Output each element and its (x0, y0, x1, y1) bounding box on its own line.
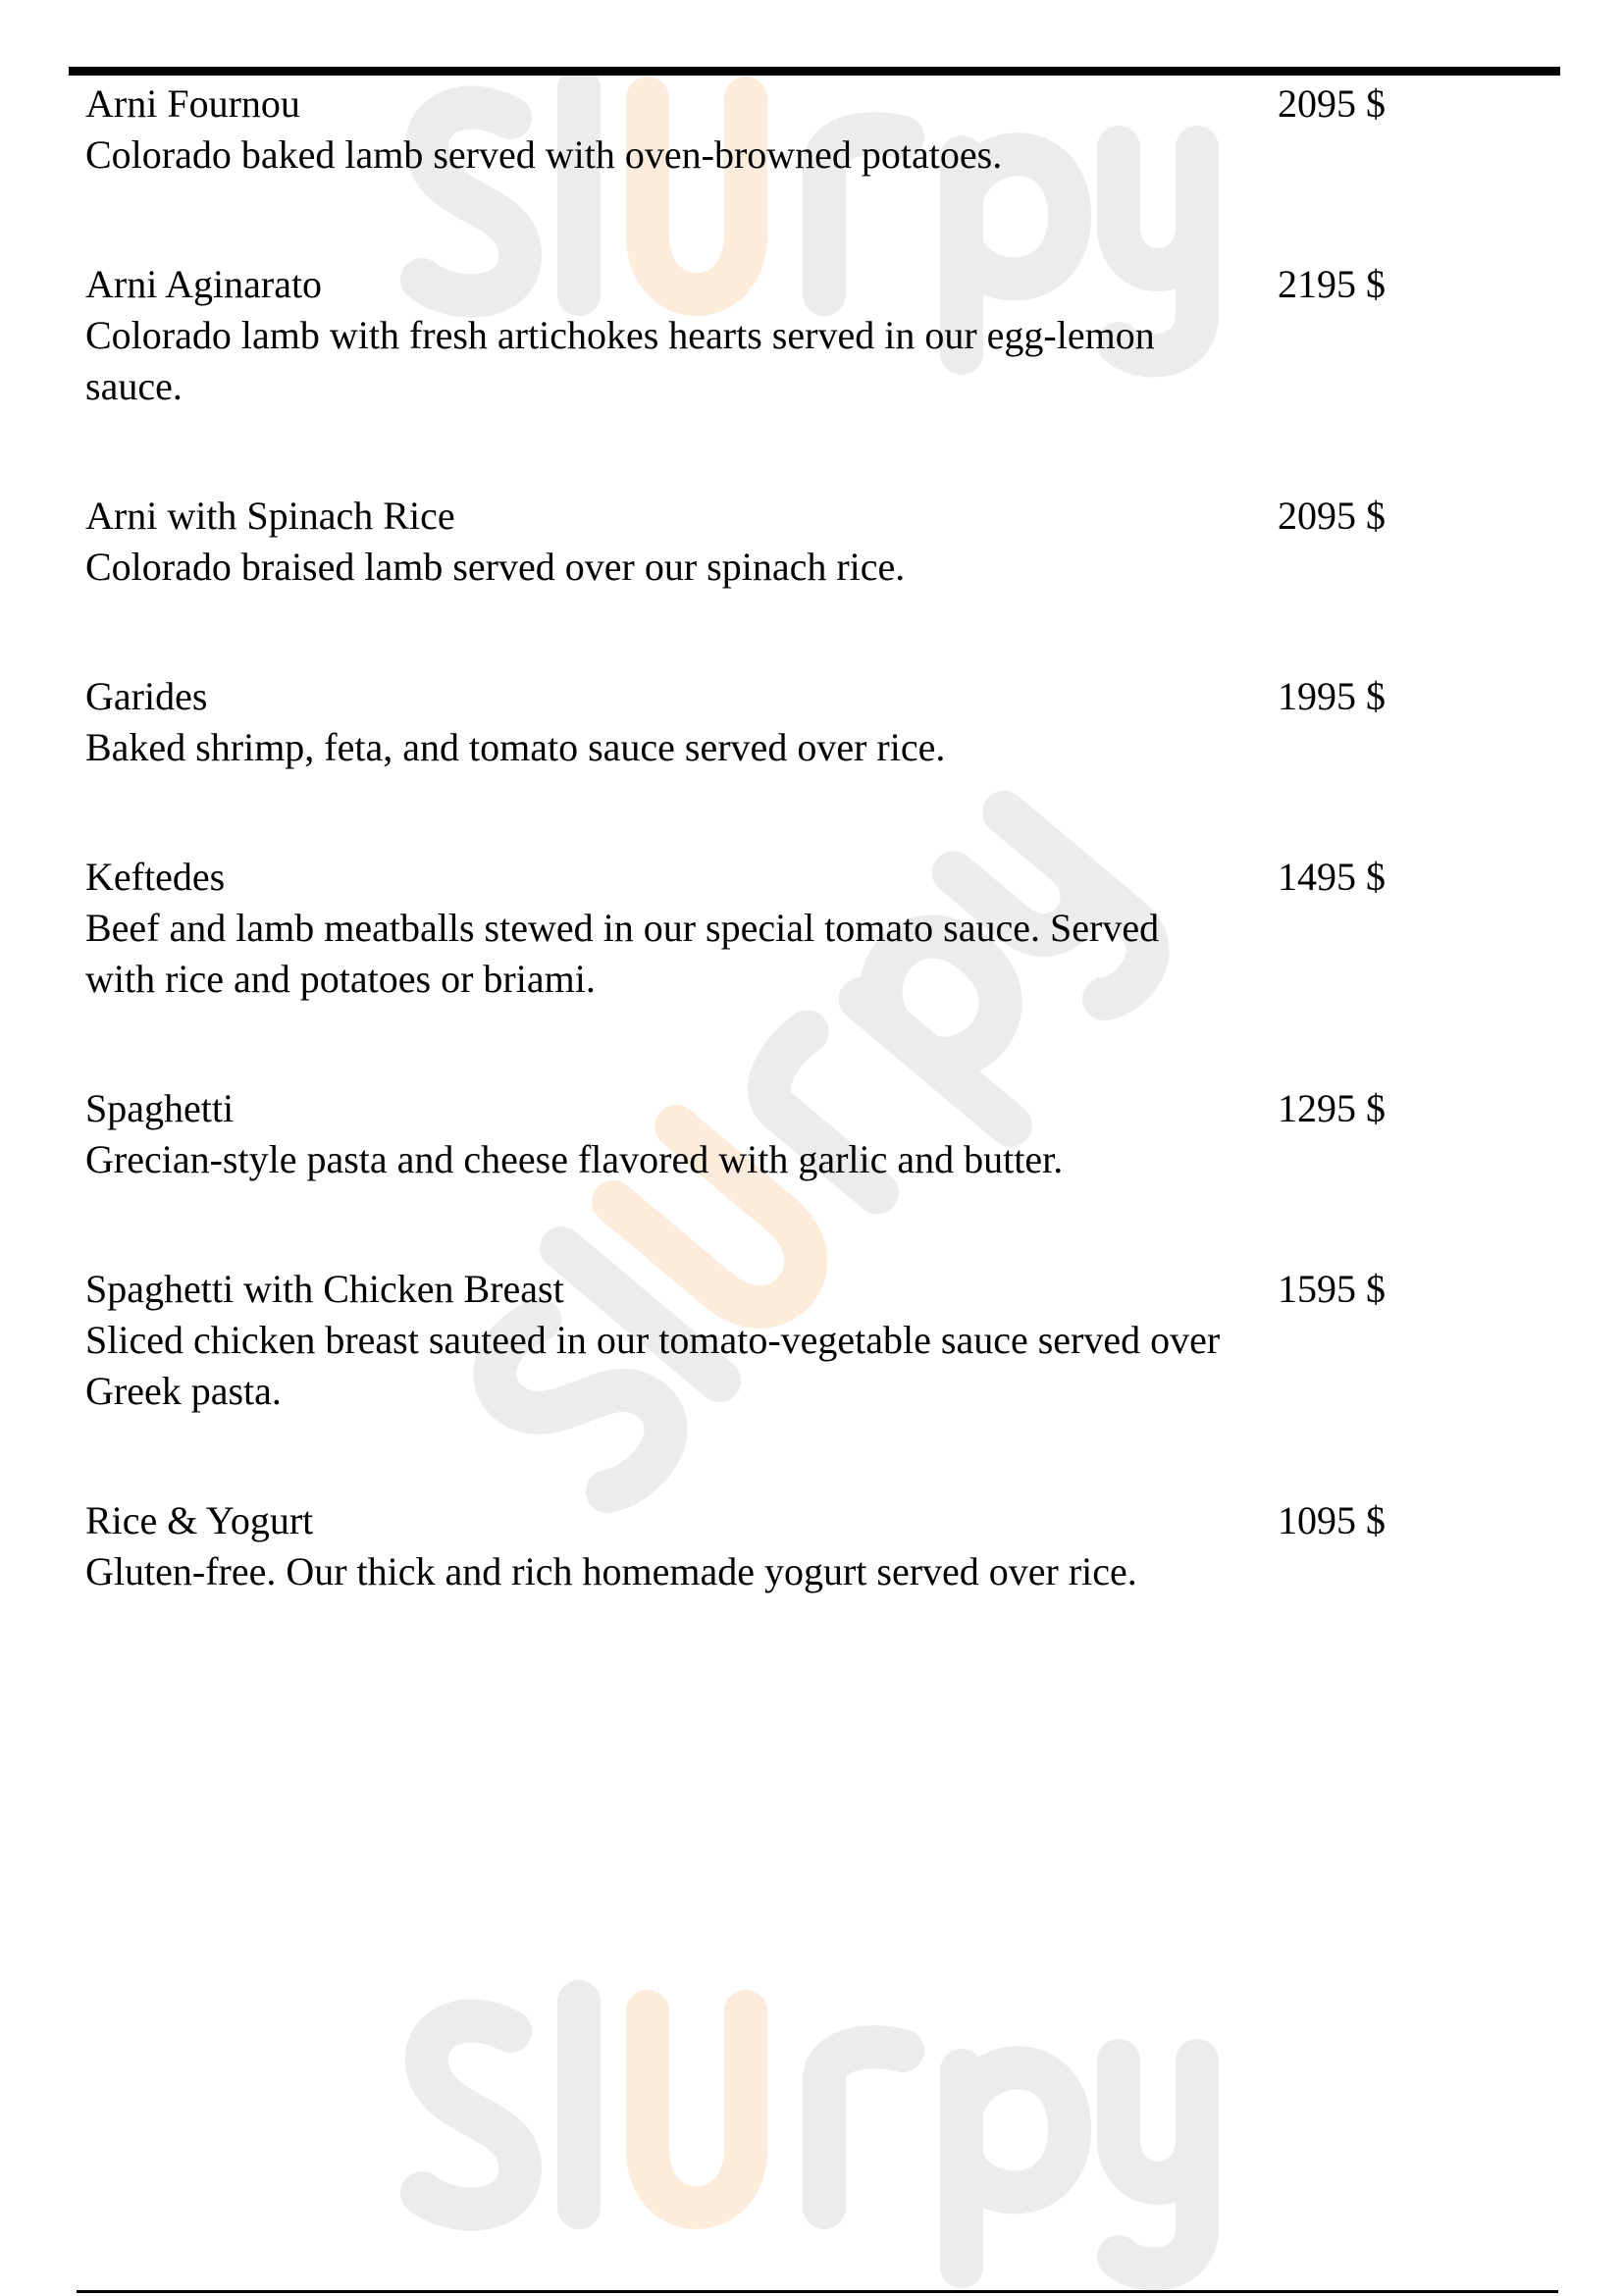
menu-item (85, 259, 1557, 412)
menu-item (85, 491, 1557, 593)
item-description: Baked shrimp, feta, and tomato sauce served over rice. (85, 725, 946, 769)
item-name: Arni Aginarato (85, 262, 323, 306)
item-name: Arni Fournou (85, 81, 300, 126)
item-price: 1495 $ (1278, 855, 1386, 899)
item-price: 2095 $ (1278, 81, 1386, 126)
item-description: Gluten-free. Our thick and rich homemade yogurt served over rice. (85, 1549, 1137, 1593)
item-price: 1095 $ (1278, 1498, 1386, 1542)
menu-item (85, 1495, 1557, 1597)
item-name: Spaghetti with Chicken Breast (85, 1267, 564, 1311)
top-rule (69, 67, 1560, 76)
item-description: Colorado braised lamb served over our spinach rice. (85, 545, 906, 589)
item-name: Keftedes (85, 855, 226, 899)
item-price: 2095 $ (1278, 494, 1386, 538)
menu-item (85, 1083, 1557, 1185)
menu-item (85, 852, 1557, 1005)
item-price: 1595 $ (1278, 1267, 1386, 1311)
item-price: 1295 $ (1278, 1086, 1386, 1130)
menu-list (85, 78, 1557, 1676)
item-name: Arni with Spinach Rice (85, 494, 455, 538)
item-name: Garides (85, 674, 208, 718)
menu-item (85, 1264, 1557, 1417)
item-name: Spaghetti (85, 1086, 235, 1130)
bottom-rule (77, 2290, 1558, 2293)
menu-item (85, 78, 1557, 181)
item-description: Beef and lamb meatballs stewed in our special tomato sauce. Served with rice and potatoes or briami. (85, 906, 1160, 1001)
item-description: Sliced chicken breast sauteed in our tomato-vegetable sauce served over Greek pasta. (85, 1318, 1221, 1413)
item-description: Colorado lamb with fresh artichokes hearts served in our egg-lemon sauce. (85, 313, 1155, 408)
item-description: Grecian-style pasta and cheese flavored with garlic and butter. (85, 1137, 1064, 1181)
item-description: Colorado baked lamb served with oven-browned potatoes. (85, 132, 1003, 177)
watermark-logo (393, 1972, 1236, 2296)
menu-item (85, 671, 1557, 773)
item-price: 1995 $ (1278, 674, 1386, 718)
item-price: 2195 $ (1278, 262, 1386, 306)
item-name: Rice & Yogurt (85, 1498, 314, 1542)
